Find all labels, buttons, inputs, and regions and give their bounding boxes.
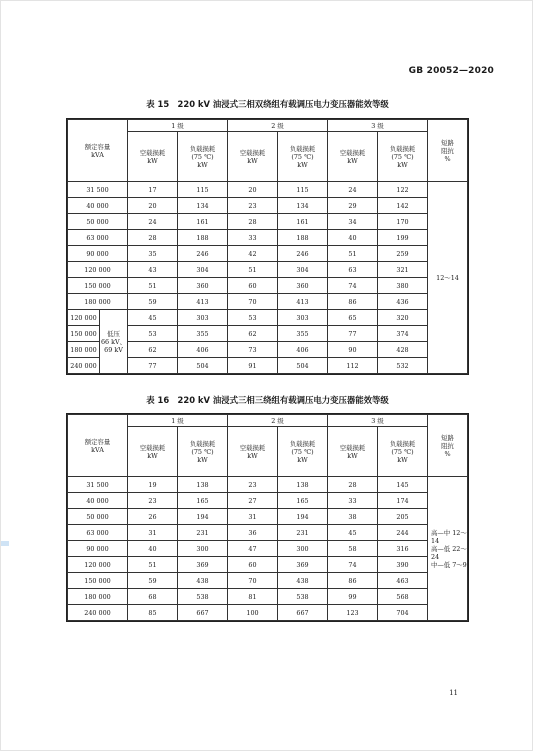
value-cell: 59 xyxy=(128,573,178,589)
table-row xyxy=(68,182,468,198)
value-cell: 413 xyxy=(178,294,228,310)
value-cell: 360 xyxy=(278,278,328,294)
capacity-cell: 40 000 xyxy=(68,493,128,509)
value-cell: 413 xyxy=(278,294,328,310)
table-row xyxy=(68,605,468,621)
value-cell: 86 xyxy=(328,294,378,310)
t15-noload-2: 空载损耗 kW xyxy=(228,132,278,182)
value-cell: 568 xyxy=(378,589,428,605)
value-cell: 369 xyxy=(178,557,228,573)
value-cell: 20 xyxy=(228,182,278,198)
value-cell: 60 xyxy=(228,278,278,294)
table-row xyxy=(68,198,468,214)
value-cell: 300 xyxy=(178,541,228,557)
value-cell: 31 xyxy=(228,509,278,525)
value-cell: 115 xyxy=(278,182,328,198)
value-cell: 380 xyxy=(378,278,428,294)
capacity-cell: 120 000 xyxy=(68,310,100,326)
value-cell: 45 xyxy=(328,525,378,541)
value-cell: 194 xyxy=(278,509,328,525)
t15-load-2: 负载损耗 (75 ℃) kW xyxy=(278,132,328,182)
value-cell: 316 xyxy=(378,541,428,557)
value-cell: 70 xyxy=(228,294,278,310)
standard-code: GB 20052—2020 xyxy=(408,66,494,76)
value-cell: 436 xyxy=(378,294,428,310)
t16-noload-2: 空载损耗 kW xyxy=(228,427,278,477)
value-cell: 138 xyxy=(278,477,328,493)
table-row xyxy=(68,493,468,509)
value-cell: 145 xyxy=(378,477,428,493)
value-cell: 300 xyxy=(278,541,328,557)
value-cell: 504 xyxy=(178,358,228,374)
table-row xyxy=(68,246,468,262)
value-cell: 63 xyxy=(328,262,378,278)
table15 xyxy=(67,119,468,374)
value-cell: 194 xyxy=(178,509,228,525)
value-cell: 91 xyxy=(228,358,278,374)
value-cell: 504 xyxy=(278,358,328,374)
t16-grade-1: 1 级 xyxy=(128,415,228,427)
table16-caption: 表 16 220 kV 油浸式三相三绕组有载调压电力变压器能效等级 xyxy=(146,395,389,405)
value-cell: 304 xyxy=(278,262,328,278)
value-cell: 112 xyxy=(328,358,378,374)
t16-load-2: 负载损耗 (75 ℃) kW xyxy=(278,427,328,477)
value-cell: 40 xyxy=(328,230,378,246)
table-row xyxy=(68,342,468,358)
value-cell: 406 xyxy=(178,342,228,358)
value-cell: 704 xyxy=(378,605,428,621)
value-cell: 51 xyxy=(328,246,378,262)
value-cell: 199 xyxy=(378,230,428,246)
value-cell: 23 xyxy=(228,198,278,214)
value-cell: 438 xyxy=(278,573,328,589)
capacity-cell: 63 000 xyxy=(68,230,128,246)
value-cell: 20 xyxy=(128,198,178,214)
capacity-cell: 150 000 xyxy=(68,278,128,294)
value-cell: 538 xyxy=(278,589,328,605)
value-cell: 390 xyxy=(378,557,428,573)
table-row xyxy=(68,557,468,573)
t16-load-3: 负载损耗 (75 ℃) kW xyxy=(378,427,428,477)
table-row xyxy=(68,573,468,589)
value-cell: 24 xyxy=(328,182,378,198)
value-cell: 68 xyxy=(128,589,178,605)
value-cell: 538 xyxy=(178,589,228,605)
value-cell: 47 xyxy=(228,541,278,557)
table-row xyxy=(68,326,468,342)
t15-col-impedance: 短路 阻抗 % xyxy=(428,120,468,182)
value-cell: 53 xyxy=(128,326,178,342)
value-cell: 246 xyxy=(178,246,228,262)
t15-noload-3: 空载损耗 kW xyxy=(328,132,378,182)
value-cell: 38 xyxy=(328,509,378,525)
table-row xyxy=(68,278,468,294)
value-cell: 59 xyxy=(128,294,178,310)
table-row xyxy=(68,358,468,374)
value-cell: 667 xyxy=(178,605,228,621)
value-cell: 28 xyxy=(128,230,178,246)
t16-noload-1: 空载损耗 kW xyxy=(128,427,178,477)
t15-load-3: 负载损耗 (75 ℃) kW xyxy=(378,132,428,182)
t15-grade-3: 3 级 xyxy=(328,120,428,132)
value-cell: 303 xyxy=(278,310,328,326)
value-cell: 205 xyxy=(378,509,428,525)
table-row xyxy=(68,230,468,246)
table-row xyxy=(68,310,468,326)
capacity-cell: 90 000 xyxy=(68,541,128,557)
value-cell: 24 xyxy=(128,214,178,230)
value-cell: 28 xyxy=(328,477,378,493)
value-cell: 53 xyxy=(228,310,278,326)
capacity-cell: 150 000 xyxy=(68,573,128,589)
value-cell: 532 xyxy=(378,358,428,374)
value-cell: 58 xyxy=(328,541,378,557)
capacity-cell: 180 000 xyxy=(68,294,128,310)
t15-noload-1: 空载损耗 kW xyxy=(128,132,178,182)
value-cell: 174 xyxy=(378,493,428,509)
table-row xyxy=(68,294,468,310)
t16-col-capacity: 额定容量 kVA xyxy=(68,415,128,477)
value-cell: 81 xyxy=(228,589,278,605)
value-cell: 246 xyxy=(278,246,328,262)
value-cell: 31 xyxy=(128,525,178,541)
value-cell: 26 xyxy=(128,509,178,525)
table15-caption: 表 15 220 kV 油浸式三相双绕组有载调压电力变压器能效等级 xyxy=(146,99,389,109)
capacity-cell: 50 000 xyxy=(68,214,128,230)
value-cell: 62 xyxy=(228,326,278,342)
value-cell: 65 xyxy=(328,310,378,326)
capacity-cell: 90 000 xyxy=(68,246,128,262)
capacity-cell: 150 000 xyxy=(68,326,100,342)
value-cell: 138 xyxy=(178,477,228,493)
value-cell: 304 xyxy=(178,262,228,278)
impedance-cell: 高—中 12～14 高—低 22～24 中—低 7～9 xyxy=(428,477,468,621)
t15-load-1: 负载损耗 (75 ℃) kW xyxy=(178,132,228,182)
value-cell: 77 xyxy=(128,358,178,374)
capacity-cell: 31 500 xyxy=(68,477,128,493)
value-cell: 231 xyxy=(178,525,228,541)
t16-load-1: 负载损耗 (75 ℃) kW xyxy=(178,427,228,477)
capacity-cell: 63 000 xyxy=(68,525,128,541)
impedance-cell: 12～14 xyxy=(428,182,468,374)
table16 xyxy=(67,414,468,621)
value-cell: 42 xyxy=(228,246,278,262)
value-cell: 463 xyxy=(378,573,428,589)
value-cell: 90 xyxy=(328,342,378,358)
capacity-cell: 240 000 xyxy=(68,605,128,621)
value-cell: 355 xyxy=(178,326,228,342)
value-cell: 86 xyxy=(328,573,378,589)
table-row xyxy=(68,509,468,525)
value-cell: 74 xyxy=(328,557,378,573)
value-cell: 45 xyxy=(128,310,178,326)
value-cell: 165 xyxy=(178,493,228,509)
value-cell: 51 xyxy=(128,557,178,573)
value-cell: 244 xyxy=(378,525,428,541)
value-cell: 43 xyxy=(128,262,178,278)
value-cell: 73 xyxy=(228,342,278,358)
value-cell: 428 xyxy=(378,342,428,358)
value-cell: 29 xyxy=(328,198,378,214)
value-cell: 60 xyxy=(228,557,278,573)
table-row xyxy=(68,589,468,605)
value-cell: 188 xyxy=(178,230,228,246)
page-number: 11 xyxy=(449,689,458,697)
value-cell: 51 xyxy=(228,262,278,278)
value-cell: 355 xyxy=(278,326,328,342)
value-cell: 165 xyxy=(278,493,328,509)
table-row xyxy=(68,262,468,278)
t16-grade-2: 2 级 xyxy=(228,415,328,427)
value-cell: 142 xyxy=(378,198,428,214)
value-cell: 231 xyxy=(278,525,328,541)
value-cell: 115 xyxy=(178,182,228,198)
value-cell: 74 xyxy=(328,278,378,294)
value-cell: 321 xyxy=(378,262,428,278)
value-cell: 369 xyxy=(278,557,328,573)
value-cell: 303 xyxy=(178,310,228,326)
value-cell: 17 xyxy=(128,182,178,198)
value-cell: 374 xyxy=(378,326,428,342)
value-cell: 19 xyxy=(128,477,178,493)
capacity-cell: 50 000 xyxy=(68,509,128,525)
t15-grade-1: 1 级 xyxy=(128,120,228,132)
capacity-cell: 31 500 xyxy=(68,182,128,198)
t16-grade-3: 3 级 xyxy=(328,415,428,427)
value-cell: 259 xyxy=(378,246,428,262)
value-cell: 406 xyxy=(278,342,328,358)
t16-col-impedance: 短路 阻抗 % xyxy=(428,415,468,477)
value-cell: 360 xyxy=(178,278,228,294)
value-cell: 134 xyxy=(178,198,228,214)
value-cell: 27 xyxy=(228,493,278,509)
value-cell: 320 xyxy=(378,310,428,326)
value-cell: 161 xyxy=(278,214,328,230)
low-voltage-label: 低压 66 kV、 69 kV xyxy=(100,310,128,374)
value-cell: 23 xyxy=(228,477,278,493)
value-cell: 77 xyxy=(328,326,378,342)
t16-noload-3: 空载损耗 kW xyxy=(328,427,378,477)
value-cell: 62 xyxy=(128,342,178,358)
capacity-cell: 180 000 xyxy=(68,589,128,605)
t15-grade-2: 2 级 xyxy=(228,120,328,132)
value-cell: 161 xyxy=(178,214,228,230)
value-cell: 40 xyxy=(128,541,178,557)
value-cell: 51 xyxy=(128,278,178,294)
value-cell: 100 xyxy=(228,605,278,621)
value-cell: 34 xyxy=(328,214,378,230)
value-cell: 99 xyxy=(328,589,378,605)
value-cell: 123 xyxy=(328,605,378,621)
value-cell: 438 xyxy=(178,573,228,589)
table-row xyxy=(68,541,468,557)
value-cell: 28 xyxy=(228,214,278,230)
capacity-cell: 120 000 xyxy=(68,262,128,278)
t15-col-capacity: 额定容量 kVA xyxy=(68,120,128,182)
table-row xyxy=(68,525,468,541)
value-cell: 70 xyxy=(228,573,278,589)
value-cell: 188 xyxy=(278,230,328,246)
capacity-cell: 120 000 xyxy=(68,557,128,573)
value-cell: 122 xyxy=(378,182,428,198)
capacity-cell: 40 000 xyxy=(68,198,128,214)
value-cell: 35 xyxy=(128,246,178,262)
table-row xyxy=(68,477,468,493)
capacity-cell: 240 000 xyxy=(68,358,100,374)
table-row xyxy=(68,214,468,230)
value-cell: 667 xyxy=(278,605,328,621)
value-cell: 33 xyxy=(328,493,378,509)
value-cell: 36 xyxy=(228,525,278,541)
value-cell: 170 xyxy=(378,214,428,230)
side-tab-marker xyxy=(1,541,9,546)
value-cell: 23 xyxy=(128,493,178,509)
capacity-cell: 180 000 xyxy=(68,342,100,358)
value-cell: 85 xyxy=(128,605,178,621)
value-cell: 134 xyxy=(278,198,328,214)
value-cell: 33 xyxy=(228,230,278,246)
